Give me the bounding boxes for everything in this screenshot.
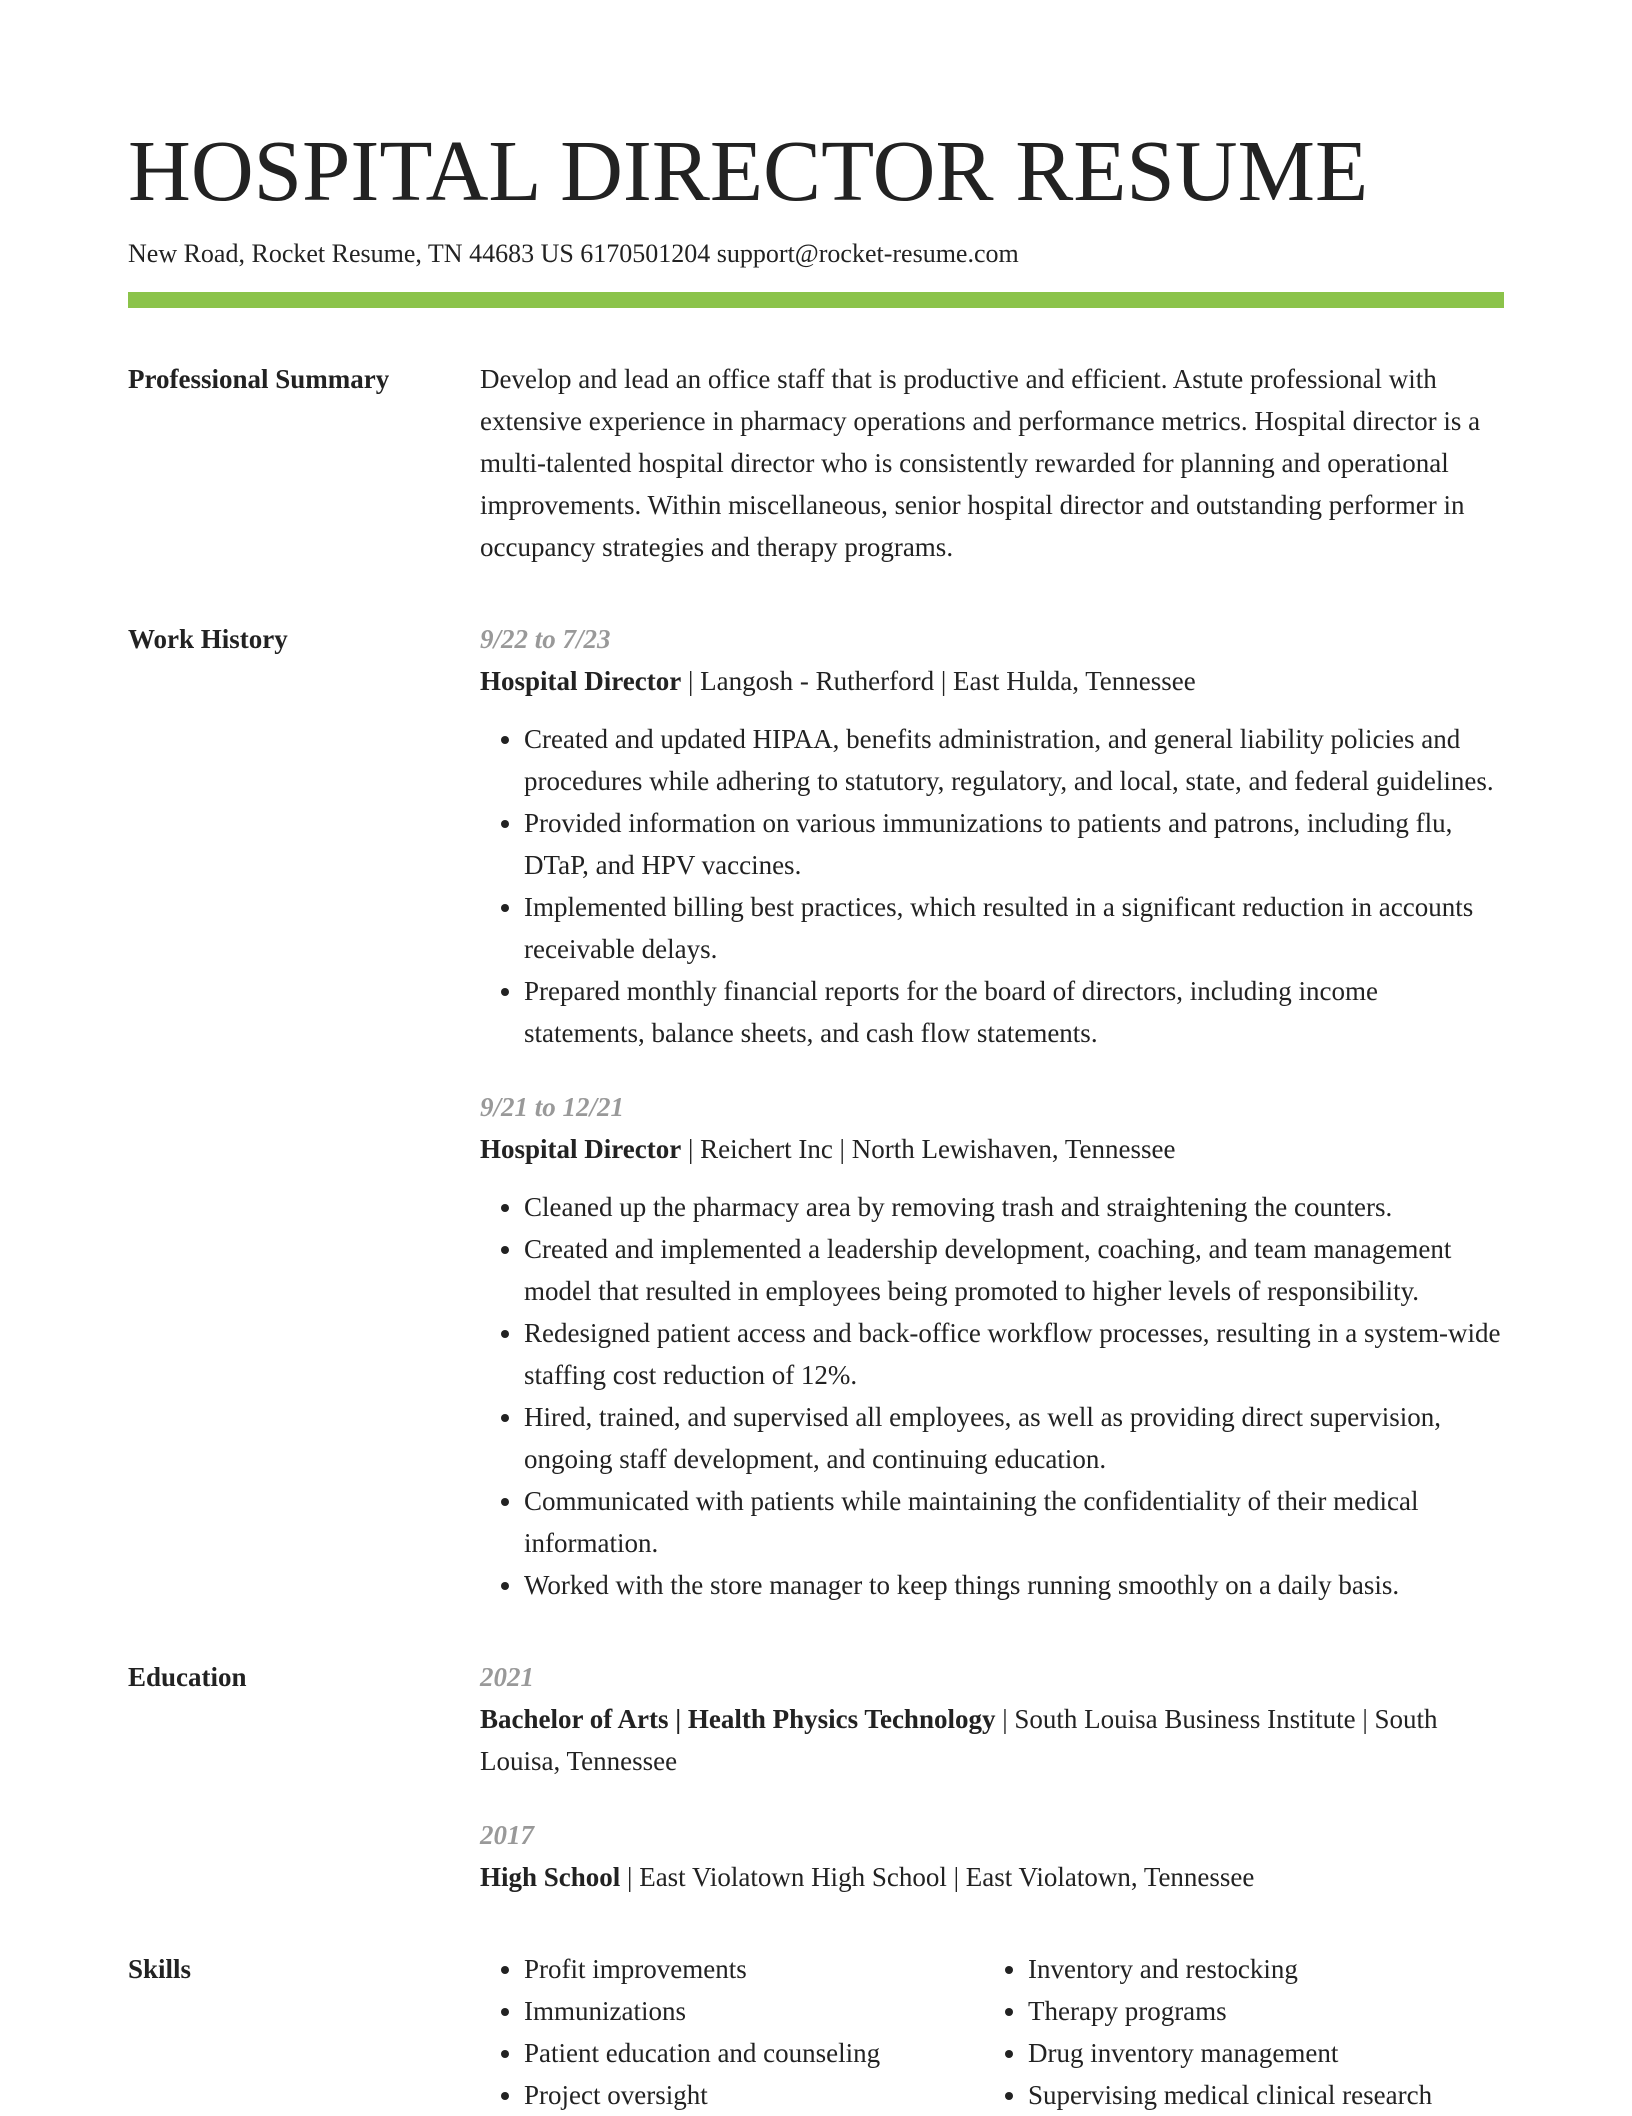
job-dates: 9/22 to 7/23 <box>480 624 611 654</box>
accent-divider <box>128 292 1504 308</box>
education-year: 2017 <box>480 1820 534 1850</box>
skill-item: • Inventory and restocking <box>1028 1948 1488 1990</box>
job-entry <box>480 618 1504 1054</box>
section-label-summary: Professional Summary <box>128 364 390 394</box>
education-degree: Bachelor of Arts | Health Physics Technology <box>480 1704 996 1734</box>
education-heading <box>480 1698 1504 1782</box>
job-bullet: • Prepared monthly financial reports for the board of directors, including income statements, balance sheets, and cash flow statements. <box>524 970 1504 1054</box>
section-label-education: Education <box>128 1662 247 1692</box>
skill-item: • Project oversight <box>524 2074 984 2116</box>
section-education <box>128 1656 1504 1898</box>
skills-list <box>480 1948 984 2116</box>
job-bullet: • Provided information on various immunizations to patients and patrons, including flu, DTaP, and HPV vaccines. <box>524 802 1504 886</box>
job-details: | Reichert Inc | North Lewishaven, Tennessee <box>681 1134 1176 1164</box>
job-title: Hospital Director <box>480 1134 682 1164</box>
resume-title: HOSPITAL DIRECTOR RESUME <box>128 122 1369 219</box>
contact-line: New Road, Rocket Resume, TN 44683 US 6170501204 support@rocket-resume.com <box>128 239 1019 268</box>
skills-columns <box>480 1948 1504 2116</box>
section-work-history <box>128 618 1504 1606</box>
job-bullet: • Redesigned patient access and back-office workflow processes, resulting in a system-wide staffing cost reduction of 12%. <box>524 1312 1504 1396</box>
job-heading <box>480 1128 1504 1170</box>
resume-page <box>128 0 1504 2116</box>
education-details: | South Louisa Business Institute | South Louisa, Tennessee <box>480 1704 1438 1776</box>
skill-item: • Therapy programs <box>1028 1990 1488 2032</box>
skill-item: • Drug inventory management <box>1028 2032 1488 2074</box>
education-entry <box>480 1656 1504 1782</box>
section-skills <box>128 1948 1504 2116</box>
job-bullet: • Worked with the store manager to keep things running smoothly on a daily basis. <box>524 1564 1504 1606</box>
job-bullet: • Implemented billing best practices, which resulted in a significant reduction in accounts receivable delays. <box>524 886 1504 970</box>
education-year: 2021 <box>480 1662 534 1692</box>
education-entry <box>480 1814 1504 1898</box>
job-bullet: • Cleaned up the pharmacy area by removing trash and straightening the counters. <box>524 1186 1504 1228</box>
job-bullet: • Created and implemented a leadership development, coaching, and team management model that resulted in employees being promoted to higher levels of responsibility. <box>524 1228 1504 1312</box>
job-bullet: • Created and updated HIPAA, benefits administration, and general liability policies and procedures while adhering to statutory, regulatory, and local, state, and federal guidelines. <box>524 718 1504 802</box>
skills-list <box>984 1948 1488 2116</box>
job-details: | Langosh - Rutherford | East Hulda, Tennessee <box>681 666 1196 696</box>
skill-item: • Patient education and counseling <box>524 2032 984 2074</box>
job-heading <box>480 660 1504 702</box>
job-dates: 9/21 to 12/21 <box>480 1092 625 1122</box>
education-degree: High School <box>480 1862 621 1892</box>
section-label-work: Work History <box>128 624 288 654</box>
job-entry <box>480 1086 1504 1606</box>
job-bullet: • Hired, trained, and supervised all employees, as well as providing direct supervision, ongoing staff development, and continuing education. <box>524 1396 1504 1480</box>
job-title: Hospital Director <box>480 666 682 696</box>
education-details: | East Violatown High School | East Violatown, Tennessee <box>620 1862 1255 1892</box>
job-bullets <box>480 1186 1504 1606</box>
skill-item: • Immunizations <box>524 1990 984 2032</box>
skill-item: • Supervising medical clinical research <box>1028 2074 1488 2116</box>
summary-text: Develop and lead an office staff that is productive and efficient. Astute professional with extensive experience in pharmacy operations and performance metrics. Hospital director is a multi-talented hospital director who is consistently rewarded for planning and operational improvements. Within miscellaneous, senior hospital director and outstanding performer in occupancy strategies and therapy programs. <box>480 364 1481 562</box>
education-heading <box>480 1856 1504 1898</box>
section-summary <box>128 358 1504 568</box>
section-label-skills: Skills <box>128 1954 192 1984</box>
skill-item: • Profit improvements <box>524 1948 984 1990</box>
job-bullets <box>480 718 1504 1054</box>
job-bullet: • Communicated with patients while maintaining the confidentiality of their medical information. <box>524 1480 1504 1564</box>
